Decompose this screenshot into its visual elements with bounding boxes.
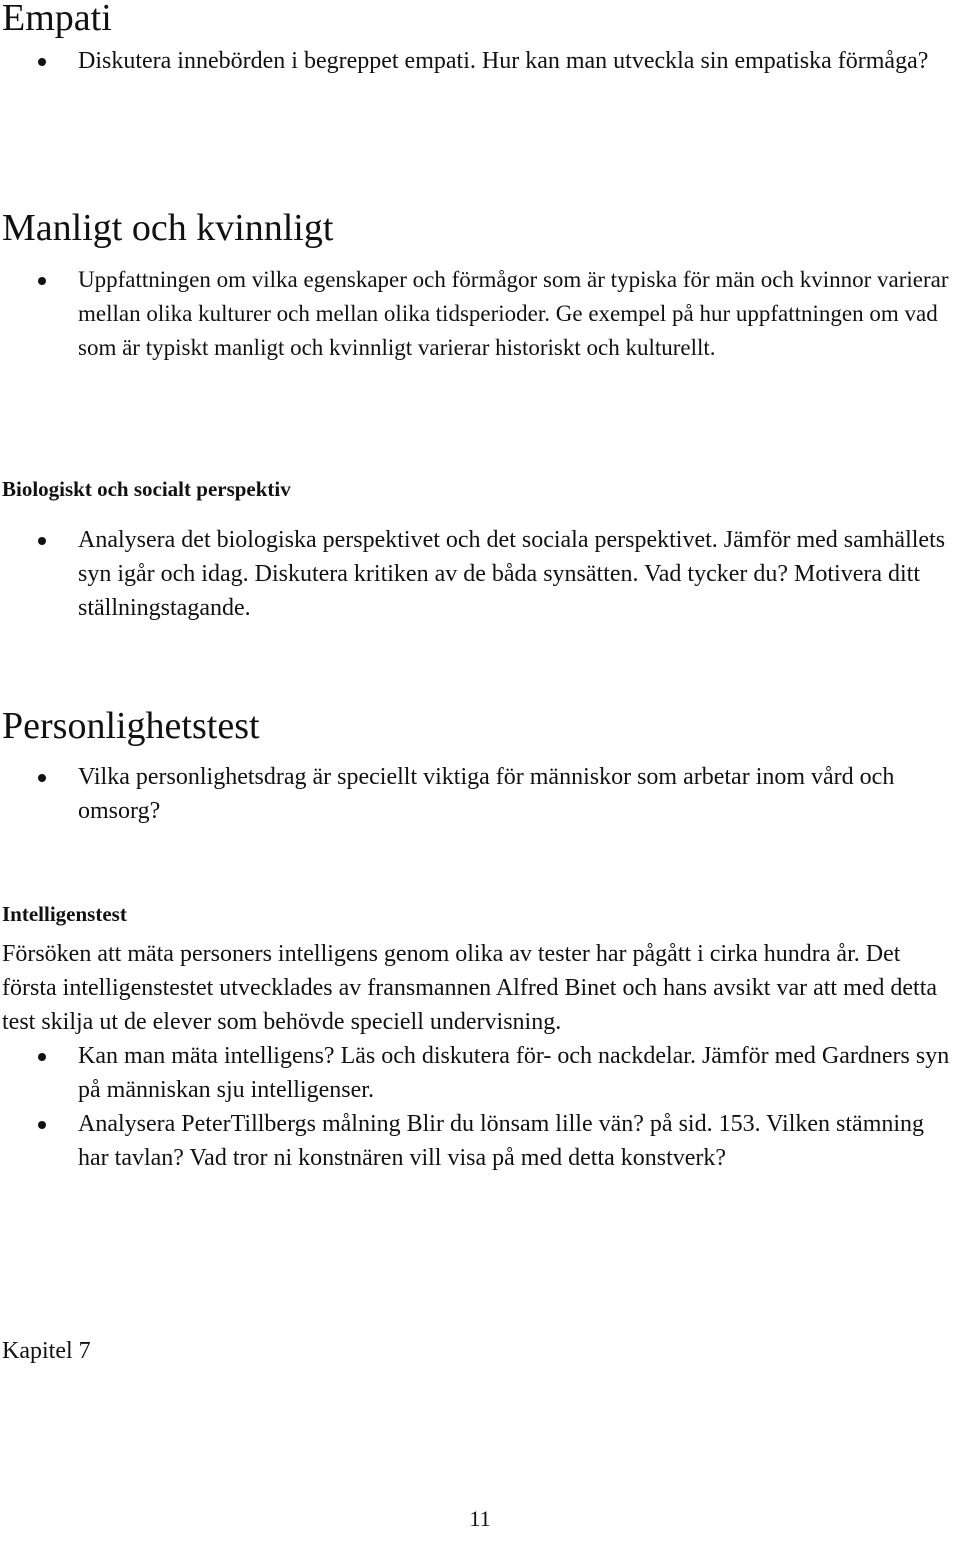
list-item-text: Analysera PeterTillbergs målning Blir du lönsam lille vän? på sid. 153. Vilken stämning har tavlan? Vad tror ni konstnären vill visa på med detta konstverk? <box>78 1111 925 1171</box>
bullet-icon <box>38 277 46 285</box>
list-item <box>0 523 960 625</box>
bullet-icon <box>38 1053 46 1061</box>
bullet-icon <box>38 537 46 545</box>
section-manligt-och-kvinnligt <box>0 206 960 365</box>
bullet-icon <box>38 1121 46 1129</box>
bullet-icon <box>38 58 46 66</box>
list-item <box>0 44 960 78</box>
section-biologiskt-och-socialt <box>0 475 960 625</box>
list-item-text: Uppfattningen om vilka egenskaper och förmågor som är typiska för män och kvinnor varierar mellan olika kulturer och mellan olika tidsperioder. Ge exempel på hur uppfattningen om vad som är typiskt manligt och kvinnligt varierar historiskt och kulturellt. <box>78 267 949 360</box>
bullet-list-personlighetstest <box>0 760 960 828</box>
section-heading-manligt-och-kvinnligt: Manligt och kvinnligt <box>2 207 334 249</box>
section-heading-biologiskt-och-socialt: Biologiskt och socialt perspektiv <box>2 477 291 501</box>
list-item <box>0 1039 960 1107</box>
list-item <box>0 263 960 365</box>
bullet-list-intelligenstest <box>0 1039 960 1175</box>
list-item <box>0 760 960 828</box>
list-item-text: Vilka personlighetsdrag är speciellt viktiga för människor som arbetar inom vård och omsorg? <box>78 764 895 824</box>
section-heading-intelligenstest: Intelligenstest <box>2 902 127 926</box>
bullet-icon <box>38 774 46 782</box>
section-intelligenstest <box>0 900 960 1175</box>
list-item <box>0 1107 960 1175</box>
bullet-list-biologiskt-och-socialt <box>0 523 960 625</box>
list-item-text: Kan man mäta intelligens? Läs och diskutera för- och nackdelar. Jämför med Gardners syn på människan sju intelligenser. <box>78 1043 950 1103</box>
list-item-text: Diskutera innebörden i begreppet empati. Hur kan man utveckla sin empatiska förmåga? <box>78 48 929 74</box>
section-heading-personlighetstest: Personlighetstest <box>2 705 260 747</box>
bullet-list-empati <box>0 44 960 78</box>
intelligenstest-paragraph: Försöken att mäta personers intelligens genom olika av tester har pågått i cirka hundra år. Det första intelligenstestet utvecklades av fransmannen Alfred Binet och hans avsikt var att med detta test skilja ut de elever som behövde speciell undervisning. <box>2 941 938 1035</box>
list-item-text: Analysera det biologiska perspektivet och det sociala perspektivet. Jämför med samhällets syn igår och idag. Diskutera kritiken av de båda synsätten. Vad tycker du? Motivera ditt ställningstagande. <box>78 527 946 621</box>
section-empati <box>0 0 960 78</box>
page-number: 11 <box>469 1506 491 1531</box>
section-personlighetstest <box>0 704 960 828</box>
chapter-label: Kapitel 7 <box>2 1338 91 1364</box>
section-heading-empati: Empati <box>2 0 112 39</box>
bullet-list-manligt-och-kvinnligt <box>0 263 960 365</box>
